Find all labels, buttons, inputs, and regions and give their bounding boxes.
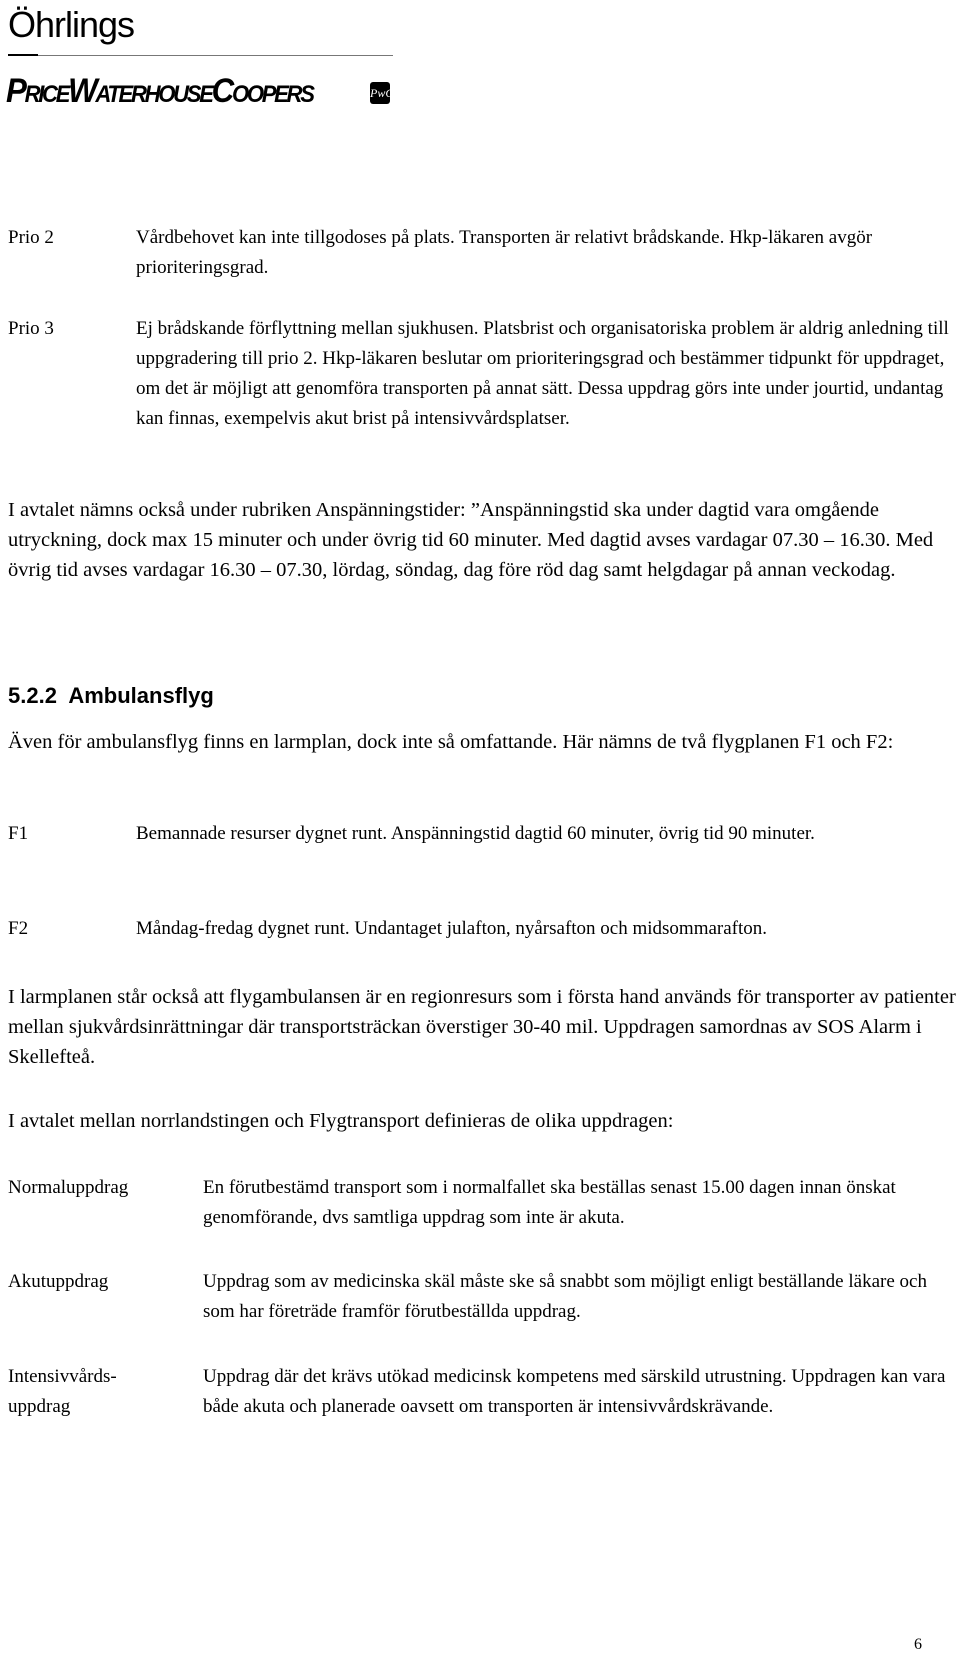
mission-type-text: Uppdrag där det krävs utökad medicinsk kompetens med särskild utrustning. Uppdragen kan vara både akuta och planerade oavsett om transporten är intensivvårdskrävande. — [203, 1366, 946, 1417]
flight-row — [8, 914, 954, 944]
agreement-paragraph: I avtalet mellan norrlandstingen och Flygtransport definieras de olika uppdragen: — [8, 1110, 674, 1132]
logo-pricewaterhousecoopers: PRICEWATERHOUSECOOPERS — [6, 72, 313, 110]
flight-text: Måndag-fredag dygnet runt. Undantaget julafton, nyårsafton och midsommarafton. — [136, 918, 768, 939]
larmplan-paragraph: I larmplanen står också att flygambulansen är en regionresurs som i första hand används för transporter av patienter mellan sjukvårdsinrättningar där transportsträckan överstiger 30-40 mil. Uppdragen samordnas av SOS Alarm i Skellefteå. — [8, 986, 956, 1068]
prio-label: Prio 3 — [8, 318, 54, 339]
mission-type-label: Akutuppdrag — [8, 1271, 109, 1292]
prio-row — [8, 314, 954, 434]
flight-text: Bemannade resurser dygnet runt. Anspänningstid dagtid 60 minuter, övrig tid 90 minuter. — [136, 823, 815, 844]
prio-label: Prio 2 — [8, 227, 54, 248]
mission-type-label: Normaluppdrag — [8, 1177, 129, 1198]
flight-label: F2 — [8, 918, 29, 939]
mission-type-text: En förutbestämd transport som i normalfallet ska beställas senast 15.00 dagen innan önskat genomförande, dvs samtliga uppdrag som inte är akuta. — [203, 1177, 896, 1228]
page-number: 6 — [914, 1636, 922, 1653]
section-heading — [8, 682, 214, 710]
section-title: Ambulansflyg — [68, 683, 214, 708]
logo-divider — [8, 55, 393, 56]
logo-seal-icon: PwC — [370, 82, 390, 104]
mission-type-row — [8, 1362, 954, 1422]
mission-type-row — [8, 1173, 954, 1233]
readiness-paragraph: I avtalet nämns också under rubriken Anspänningstider: ”Anspänningstid ska under dagtid vara omgående utryckning, dock max 15 minuter och under övrig tid 60 minuter. Med dagtid avses vardagar 07.30 – 16.30. Med övrig tid avses vardagar 16.30 – 07.30, lördag, söndag, dag före röd dag samt helgdagar på annan veckodag. — [8, 499, 934, 581]
prio-text: Vårdbehovet kan inte tillgodoses på plats. Transporten är relativt brådskande. Hkp-läkaren avgör prioriteringsgrad. — [136, 227, 873, 278]
prio-row — [8, 223, 954, 283]
prio-text: Ej brådskande förflyttning mellan sjukhusen. Platsbrist och organisatoriska problem är aldrig anledning till uppgradering till prio 2. Hkp-läkaren beslutar om prioriteringsgrad och bestämmer tidpunkt för uppdraget, om det är möjligt att genomföra transporten på annat sätt. Dessa uppdrag görs inte under jourtid, undantag kan finnas, exempelvis akut brist på intensivvårdsplatser. — [136, 318, 949, 429]
mission-type-row — [8, 1267, 954, 1327]
mission-type-text: Uppdrag som av medicinska skäl måste ske så snabbt som möjligt enligt beställande läkare och som har företräde framför förutbeställda uppdrag. — [203, 1271, 927, 1322]
mission-type-label: Intensivvårds-uppdrag — [8, 1366, 117, 1417]
section-number: 5.2.2 — [8, 683, 57, 708]
logo-ohrlings: Öhrlings — [8, 4, 135, 45]
ambulance-intro-paragraph: Även för ambulansflyg finns en larmplan, dock inte så omfattande. Här nämns de två flygplanen F1 och F2: — [8, 731, 894, 753]
flight-row — [8, 819, 954, 849]
flight-label: F1 — [8, 823, 29, 844]
